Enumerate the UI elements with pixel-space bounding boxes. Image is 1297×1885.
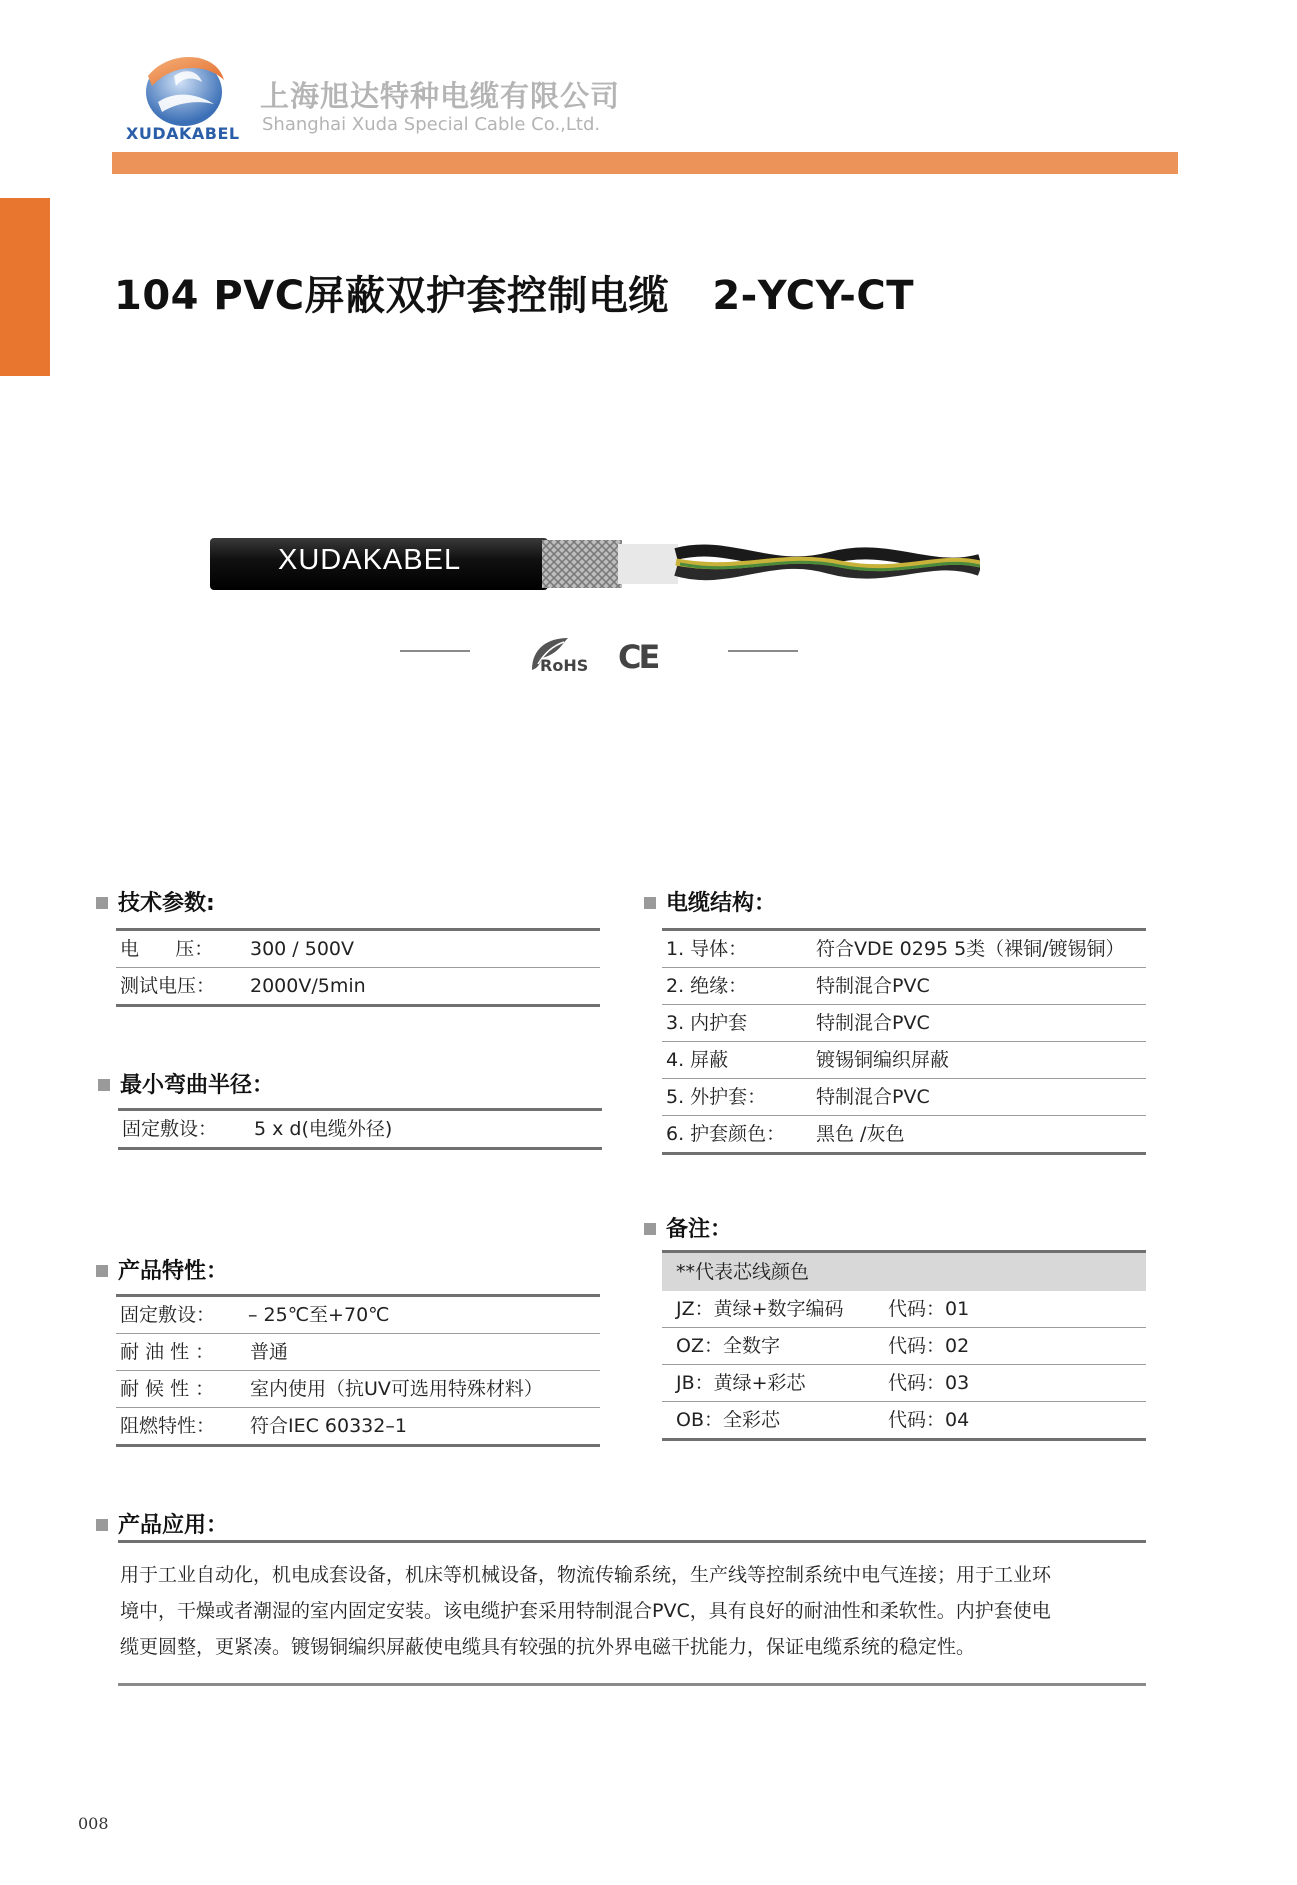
product-features-title: 产品特性： [96, 1254, 228, 1285]
ce-mark: CE [618, 638, 658, 676]
structure-value: 特制混合PVC [816, 975, 930, 997]
feature-label: 耐 候 性 ： [120, 1378, 215, 1400]
application-line: 用于工业自动化，机电成套设备，机床等机械设备，物流传输系统，生产线等控制系统中电气连接；用于工业环 [120, 1564, 1052, 1586]
structure-label: 5. 外护套： [666, 1086, 767, 1108]
application-line: 缆更圆整，更紧凑。镀锡铜编织屏蔽使电缆具有较强的抗外界电磁干扰能力，保证电缆系统的稳定性。 [120, 1636, 976, 1658]
company-name-en: Shanghai Xuda Special Cable Co.,Ltd. [262, 114, 601, 135]
cable-structure-title: 电缆结构： [644, 886, 776, 917]
page-number: 008 [78, 1814, 109, 1833]
structure-value: 镀锡铜编织屏蔽 [816, 1049, 950, 1071]
bullet-square-icon [98, 1079, 110, 1091]
param-label: 测试电压： [120, 975, 216, 997]
table-row [116, 1297, 600, 1333]
feature-value: 普通 [250, 1341, 289, 1363]
structure-label: 1. 导体： [666, 938, 748, 960]
table-row [116, 931, 600, 967]
table-row [662, 967, 1146, 1004]
table-row [662, 1401, 1146, 1438]
table-row [662, 1078, 1146, 1115]
table-row [662, 1291, 1146, 1327]
divider-right [728, 650, 798, 652]
bullet-square-icon [644, 1223, 656, 1235]
notes-table [662, 1250, 1146, 1441]
bend-radius-title: 最小弯曲半径： [98, 1068, 274, 1099]
structure-value: 特制混合PVC [816, 1012, 930, 1034]
table-row [662, 1041, 1146, 1078]
param-value: 5 x d(电缆外径) [254, 1118, 393, 1140]
bullet-square-icon [96, 897, 108, 909]
table-row [116, 1333, 600, 1370]
structure-value: 特制混合PVC [816, 1086, 930, 1108]
cable-print-label: XUDAKABEL [278, 544, 462, 576]
application-box [118, 1540, 1146, 1686]
feature-value: 符合IEC 60332–1 [250, 1415, 407, 1437]
tech-params-table [116, 928, 600, 1007]
structure-label: 3. 内护套 [666, 1012, 748, 1034]
structure-value: 符合VDE 0295 5类（裸铜/镀锡铜） [816, 938, 1125, 960]
table-row [116, 967, 600, 1004]
table-row [118, 1111, 602, 1147]
rohs-mark: RoHS [540, 656, 589, 675]
side-tab [0, 198, 50, 376]
table-row [662, 1115, 1146, 1152]
application-title: 产品应用： [96, 1508, 228, 1539]
note-code: 代码：01 [888, 1298, 970, 1320]
structure-label: 6. 护套颜色： [666, 1123, 786, 1145]
bullet-square-icon [644, 897, 656, 909]
tech-params-title: 技术参数: [96, 886, 215, 917]
bullet-square-icon [96, 1265, 108, 1277]
table-row [662, 1004, 1146, 1041]
note-label: OB：全彩芯 [676, 1409, 780, 1431]
structure-label: 2. 绝缘： [666, 975, 748, 997]
note-code: 代码：04 [888, 1409, 970, 1431]
feature-label: 耐 油 性 ： [120, 1341, 215, 1363]
page-title: 104 PVC屏蔽双护套控制电缆 2-YCY-CT [114, 273, 914, 319]
company-name-cn: 上海旭达特种电缆有限公司 [260, 79, 621, 113]
bullet-square-icon [96, 1519, 108, 1531]
note-label: JB：黄绿+彩芯 [676, 1372, 806, 1394]
feature-label: 阻燃特性： [120, 1415, 216, 1437]
param-label: 电 压： [120, 938, 214, 960]
feature-label: 固定敷设： [120, 1304, 216, 1326]
notes-header: **代表芯线颜色 [662, 1253, 1146, 1291]
table-row [662, 1364, 1146, 1401]
brand-name: XUDAKABEL [126, 124, 240, 143]
divider-left [400, 650, 470, 652]
bend-radius-table [118, 1108, 602, 1150]
cable-structure-table [662, 928, 1146, 1155]
table-row [116, 1407, 600, 1444]
product-features-table [116, 1294, 600, 1447]
table-row [116, 1370, 600, 1407]
application-line: 境中，干燥或者潮湿的室内固定安装。该电缆护套采用特制混合PVC，具有良好的耐油性和柔软性。内护套使电 [120, 1600, 1051, 1622]
structure-value: 黑色 /灰色 [816, 1123, 905, 1145]
table-row [662, 931, 1146, 967]
note-code: 代码：03 [888, 1372, 970, 1394]
param-value: 300 / 500V [250, 938, 355, 960]
param-label: 固定敷设： [122, 1118, 218, 1140]
note-code: 代码：02 [888, 1335, 970, 1357]
note-label: JZ：黄绿+数字编码 [676, 1298, 844, 1320]
notes-title: 备注： [644, 1212, 732, 1243]
param-value: 2000V/5min [250, 975, 366, 997]
feature-value: 室内使用（抗UV可选用特殊材料） [250, 1378, 543, 1400]
structure-label: 4. 屏蔽 [666, 1049, 729, 1071]
note-label: OZ：全数字 [676, 1335, 780, 1357]
feature-value: – 25℃至+70℃ [248, 1304, 390, 1326]
header-bar [112, 152, 1178, 174]
table-row [662, 1327, 1146, 1364]
